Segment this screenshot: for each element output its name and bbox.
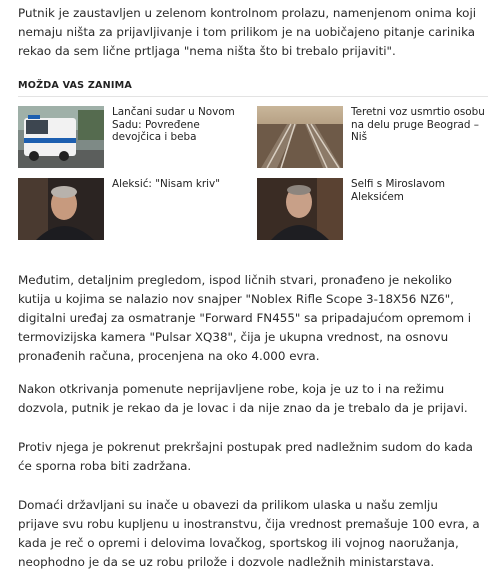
man-portrait-photo: [257, 178, 343, 240]
article-paragraph: Nakon otkrivanja pomenute neprijavljene robe, koja je uz to i na režimu dozvola, putnik je rekao da je lovac i da nije znao da je trebalo da je prijavi.: [18, 382, 468, 415]
divider: [18, 96, 488, 97]
related-card-3[interactable]: [18, 178, 250, 242]
related-card-title: Lančani sudar u Novom Sadu: Povređene devojčica i beba: [112, 106, 235, 143]
related-card-4[interactable]: [257, 178, 489, 242]
related-heading: MOŽDA VAS ZANIMA: [18, 80, 132, 91]
related-card-title: Teretni voz usmrtio osobu na delu pruge Beograd – Niš: [351, 106, 485, 143]
related-card-title: Aleksić: "Nisam kriv": [112, 178, 220, 190]
railway-tracks-photo: [257, 106, 343, 168]
man-portrait-photo: [18, 178, 104, 240]
ambulance-photo: [18, 106, 104, 168]
related-card-1[interactable]: [18, 106, 250, 170]
related-card-2[interactable]: [257, 106, 489, 170]
article-paragraph: Putnik je zaustavljen u zelenom kontrolnom prolazu, namenjenom onima koji nemaju ništa za prijavljivanje i tom prilikom je na uobičajeno pitanje carinika rekao da sem lične prtljaga "nema ništa što bi trebalo prijaviti".: [18, 6, 477, 58]
article-paragraph: Protiv njega je pokrenut prekršajni postupak pred nadležnim sudom do kada će sporna roba biti zadržana.: [18, 440, 473, 473]
article-paragraph: Domaći državljani su inače u obavezi da prilikom ulaska u našu zemlju prijave svu robu kupljenu u inostranstvu, čija vrednost premašuje 100 evra, a kada je reč o opremi i delovima lovačkog, sportskog ili vojnog naoružanja, neophodno je da se uz robu prilože i dozvole nadležnih ministarstava.: [18, 498, 480, 569]
article-paragraph: Međutim, detaljnim pregledom, ispod ličnih stvari, pronađeno je nekoliko kutija u kojima se nalazio nov snajper "Noblex Rifle Scope 3-18X56 NZ6", digitalni uređaj za osmatranje "Forward FN455" sa pripadajućom opremom i termovizijska kamera "Pulsar XQ38", čija je ukupna vrednost, na osnovu pronađenih računa, procenjena na oko 4.000 evra.: [18, 273, 472, 363]
related-card-title: Selfi s Miroslavom Aleksićem: [351, 178, 445, 203]
